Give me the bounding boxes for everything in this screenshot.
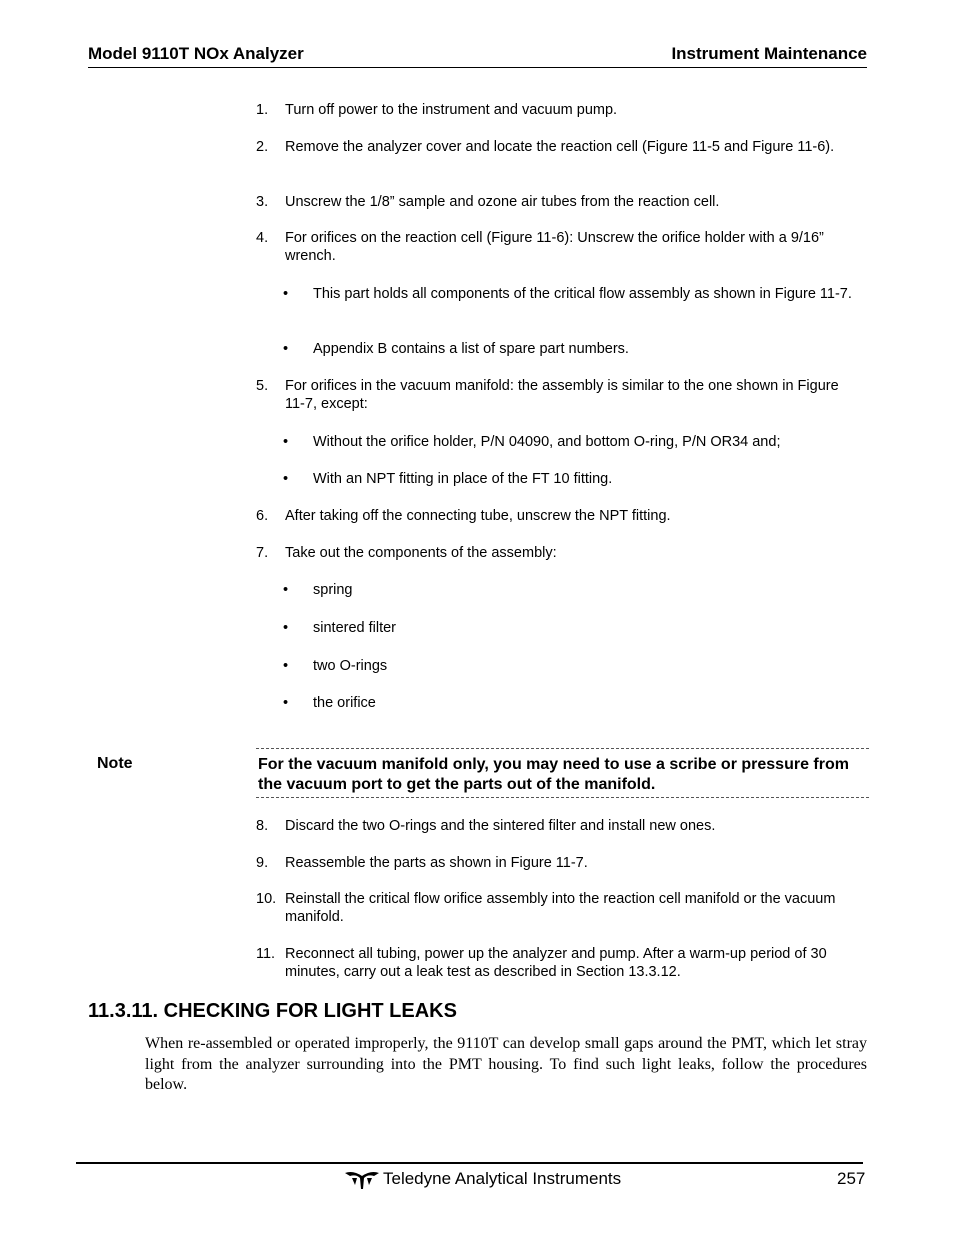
- note-label: Note: [97, 755, 133, 772]
- bullet-icon: •: [283, 434, 289, 450]
- bullet-icon: •: [283, 695, 289, 711]
- bullet-icon: •: [283, 286, 289, 302]
- bullet-icon: •: [283, 658, 289, 674]
- note-box: [256, 748, 869, 798]
- section-title: 11.3.11. CHECKING FOR LIGHT LEAKS: [88, 1000, 457, 1022]
- footer-company: Teledyne Analytical Instruments: [383, 1169, 622, 1188]
- page-number: 257: [837, 1169, 866, 1188]
- bullet-icon: •: [283, 471, 289, 487]
- bullet-icon: •: [283, 341, 289, 357]
- header-model: Model 9110T NOx Analyzer: [88, 44, 304, 63]
- bullet-icon: •: [283, 582, 289, 598]
- section-body: When re-assembled or operated improperly, the 9110T can develop small gaps around the PMT, which let stray light from the analyzer surrounding into the PMT housing. To find such light leaks, follow the procedures below.: [145, 1035, 867, 1093]
- header-chapter: Instrument Maintenance: [671, 44, 867, 63]
- note-text: For the vacuum manifold only, you may need to use a scribe or pressure from the vacuum port to get the parts out of the manifold.: [258, 756, 849, 793]
- footer-divider: [76, 1162, 863, 1164]
- teledyne-logo-icon: [344, 1170, 380, 1190]
- bullet-icon: •: [283, 620, 289, 636]
- page-header: [88, 44, 867, 68]
